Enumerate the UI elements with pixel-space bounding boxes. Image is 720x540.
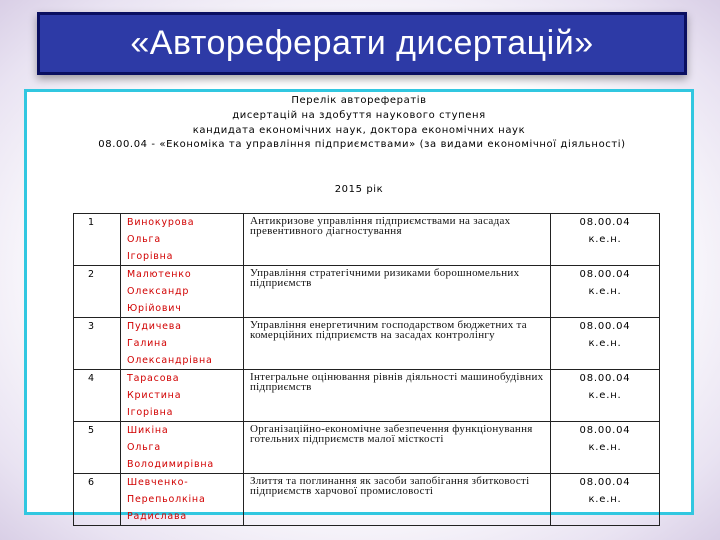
row-number: 5 bbox=[74, 422, 121, 474]
document-scan bbox=[24, 89, 694, 522]
author-first-name: Кристина bbox=[127, 390, 182, 401]
slide-title-bar bbox=[37, 12, 687, 75]
author-cell bbox=[121, 318, 244, 370]
author-patronymic: Ігорівна bbox=[127, 407, 174, 418]
specialty-cell bbox=[551, 266, 660, 318]
specialty-code: 08.00.04 bbox=[579, 373, 631, 384]
row-number: 6 bbox=[74, 474, 121, 526]
author-first-name: Ольга bbox=[127, 442, 161, 453]
row-number: 2 bbox=[74, 266, 121, 318]
specialty-code: 08.00.04 bbox=[579, 425, 631, 436]
table-row bbox=[74, 422, 660, 474]
author-surname: Тарасова bbox=[127, 373, 180, 384]
thesis-topic: Організаційно-економічне забезпечення функціонування готельних підприємств малої місткості bbox=[244, 422, 551, 474]
specialty-code: 08.00.04 bbox=[579, 321, 631, 332]
specialty-cell bbox=[551, 422, 660, 474]
degree-label: к.е.н. bbox=[588, 286, 622, 297]
author-first-name: Ольга bbox=[127, 234, 161, 245]
row-number: 3 bbox=[74, 318, 121, 370]
thesis-topic: Злиття та поглинання як засоби запобігання збитковості підприємств харчової промисловості bbox=[244, 474, 551, 526]
author-cell bbox=[121, 214, 244, 266]
slide-title: «Автореферати дисертацій» bbox=[130, 24, 594, 62]
degree-label: к.е.н. bbox=[588, 494, 622, 505]
specialty-code: 08.00.04 bbox=[579, 477, 631, 488]
author-patronymic: Радислава bbox=[127, 511, 188, 522]
table-row bbox=[74, 474, 660, 526]
author-first-name: Олександр bbox=[127, 286, 190, 297]
table-row bbox=[74, 266, 660, 318]
author-surname: Шевченко- bbox=[127, 477, 189, 488]
author-patronymic: Юрійович bbox=[127, 303, 182, 314]
specialty-cell bbox=[551, 370, 660, 422]
degree-label: к.е.н. bbox=[588, 390, 622, 401]
specialty-code: 08.00.04 bbox=[579, 217, 631, 228]
author-cell bbox=[121, 370, 244, 422]
degree-label: к.е.н. bbox=[588, 338, 622, 349]
thesis-topic: Управління стратегічними ризиками борошномельних підприємств bbox=[244, 266, 551, 318]
table-row bbox=[74, 318, 660, 370]
author-surname: Пудичева bbox=[127, 321, 182, 332]
degree-label: к.е.н. bbox=[588, 234, 622, 245]
dissertation-table bbox=[73, 213, 660, 526]
specialty-cell bbox=[551, 214, 660, 266]
author-first-name: Галина bbox=[127, 338, 168, 349]
author-cell bbox=[121, 422, 244, 474]
specialty-cell bbox=[551, 318, 660, 370]
table-row bbox=[74, 214, 660, 266]
thesis-topic: Управління енергетичним господарством бюджетних та комерційних підприємств на засадах контролінгу bbox=[244, 318, 551, 370]
row-number: 1 bbox=[74, 214, 121, 266]
author-patronymic: Володимирівна bbox=[127, 459, 214, 470]
author-first-name: Перепьолкіна bbox=[127, 494, 206, 505]
author-patronymic: Ігорівна bbox=[127, 251, 174, 262]
heading-line-2: дисертацій на здобуття наукового ступеня bbox=[232, 110, 486, 121]
table-row bbox=[74, 370, 660, 422]
author-cell bbox=[121, 474, 244, 526]
specialty-code: 08.00.04 bbox=[579, 269, 631, 280]
heading-line-3: кандидата економічних наук, доктора економічних наук bbox=[192, 125, 526, 136]
author-surname: Шикіна bbox=[127, 425, 169, 436]
author-surname: Винокурова bbox=[127, 217, 195, 228]
thesis-topic: Антикризове управління підприємствами на засадах превентивного діагностування bbox=[244, 214, 551, 266]
specialty-line: 08.00.04 - «Економіка та управління підприємствами» (за видами економічної діяльності) bbox=[98, 139, 626, 150]
thesis-topic: Інтегральне оцінювання рівнів діяльності машинобудівних підприємств bbox=[244, 370, 551, 422]
degree-label: к.е.н. bbox=[588, 442, 622, 453]
author-cell bbox=[121, 266, 244, 318]
heading-line-1: Перелік авторефератів bbox=[291, 95, 427, 106]
year-label: 2015 рік bbox=[334, 184, 384, 195]
author-patronymic: Олександрівна bbox=[127, 355, 213, 366]
specialty-cell bbox=[551, 474, 660, 526]
author-surname: Малютенко bbox=[127, 269, 192, 280]
row-number: 4 bbox=[74, 370, 121, 422]
